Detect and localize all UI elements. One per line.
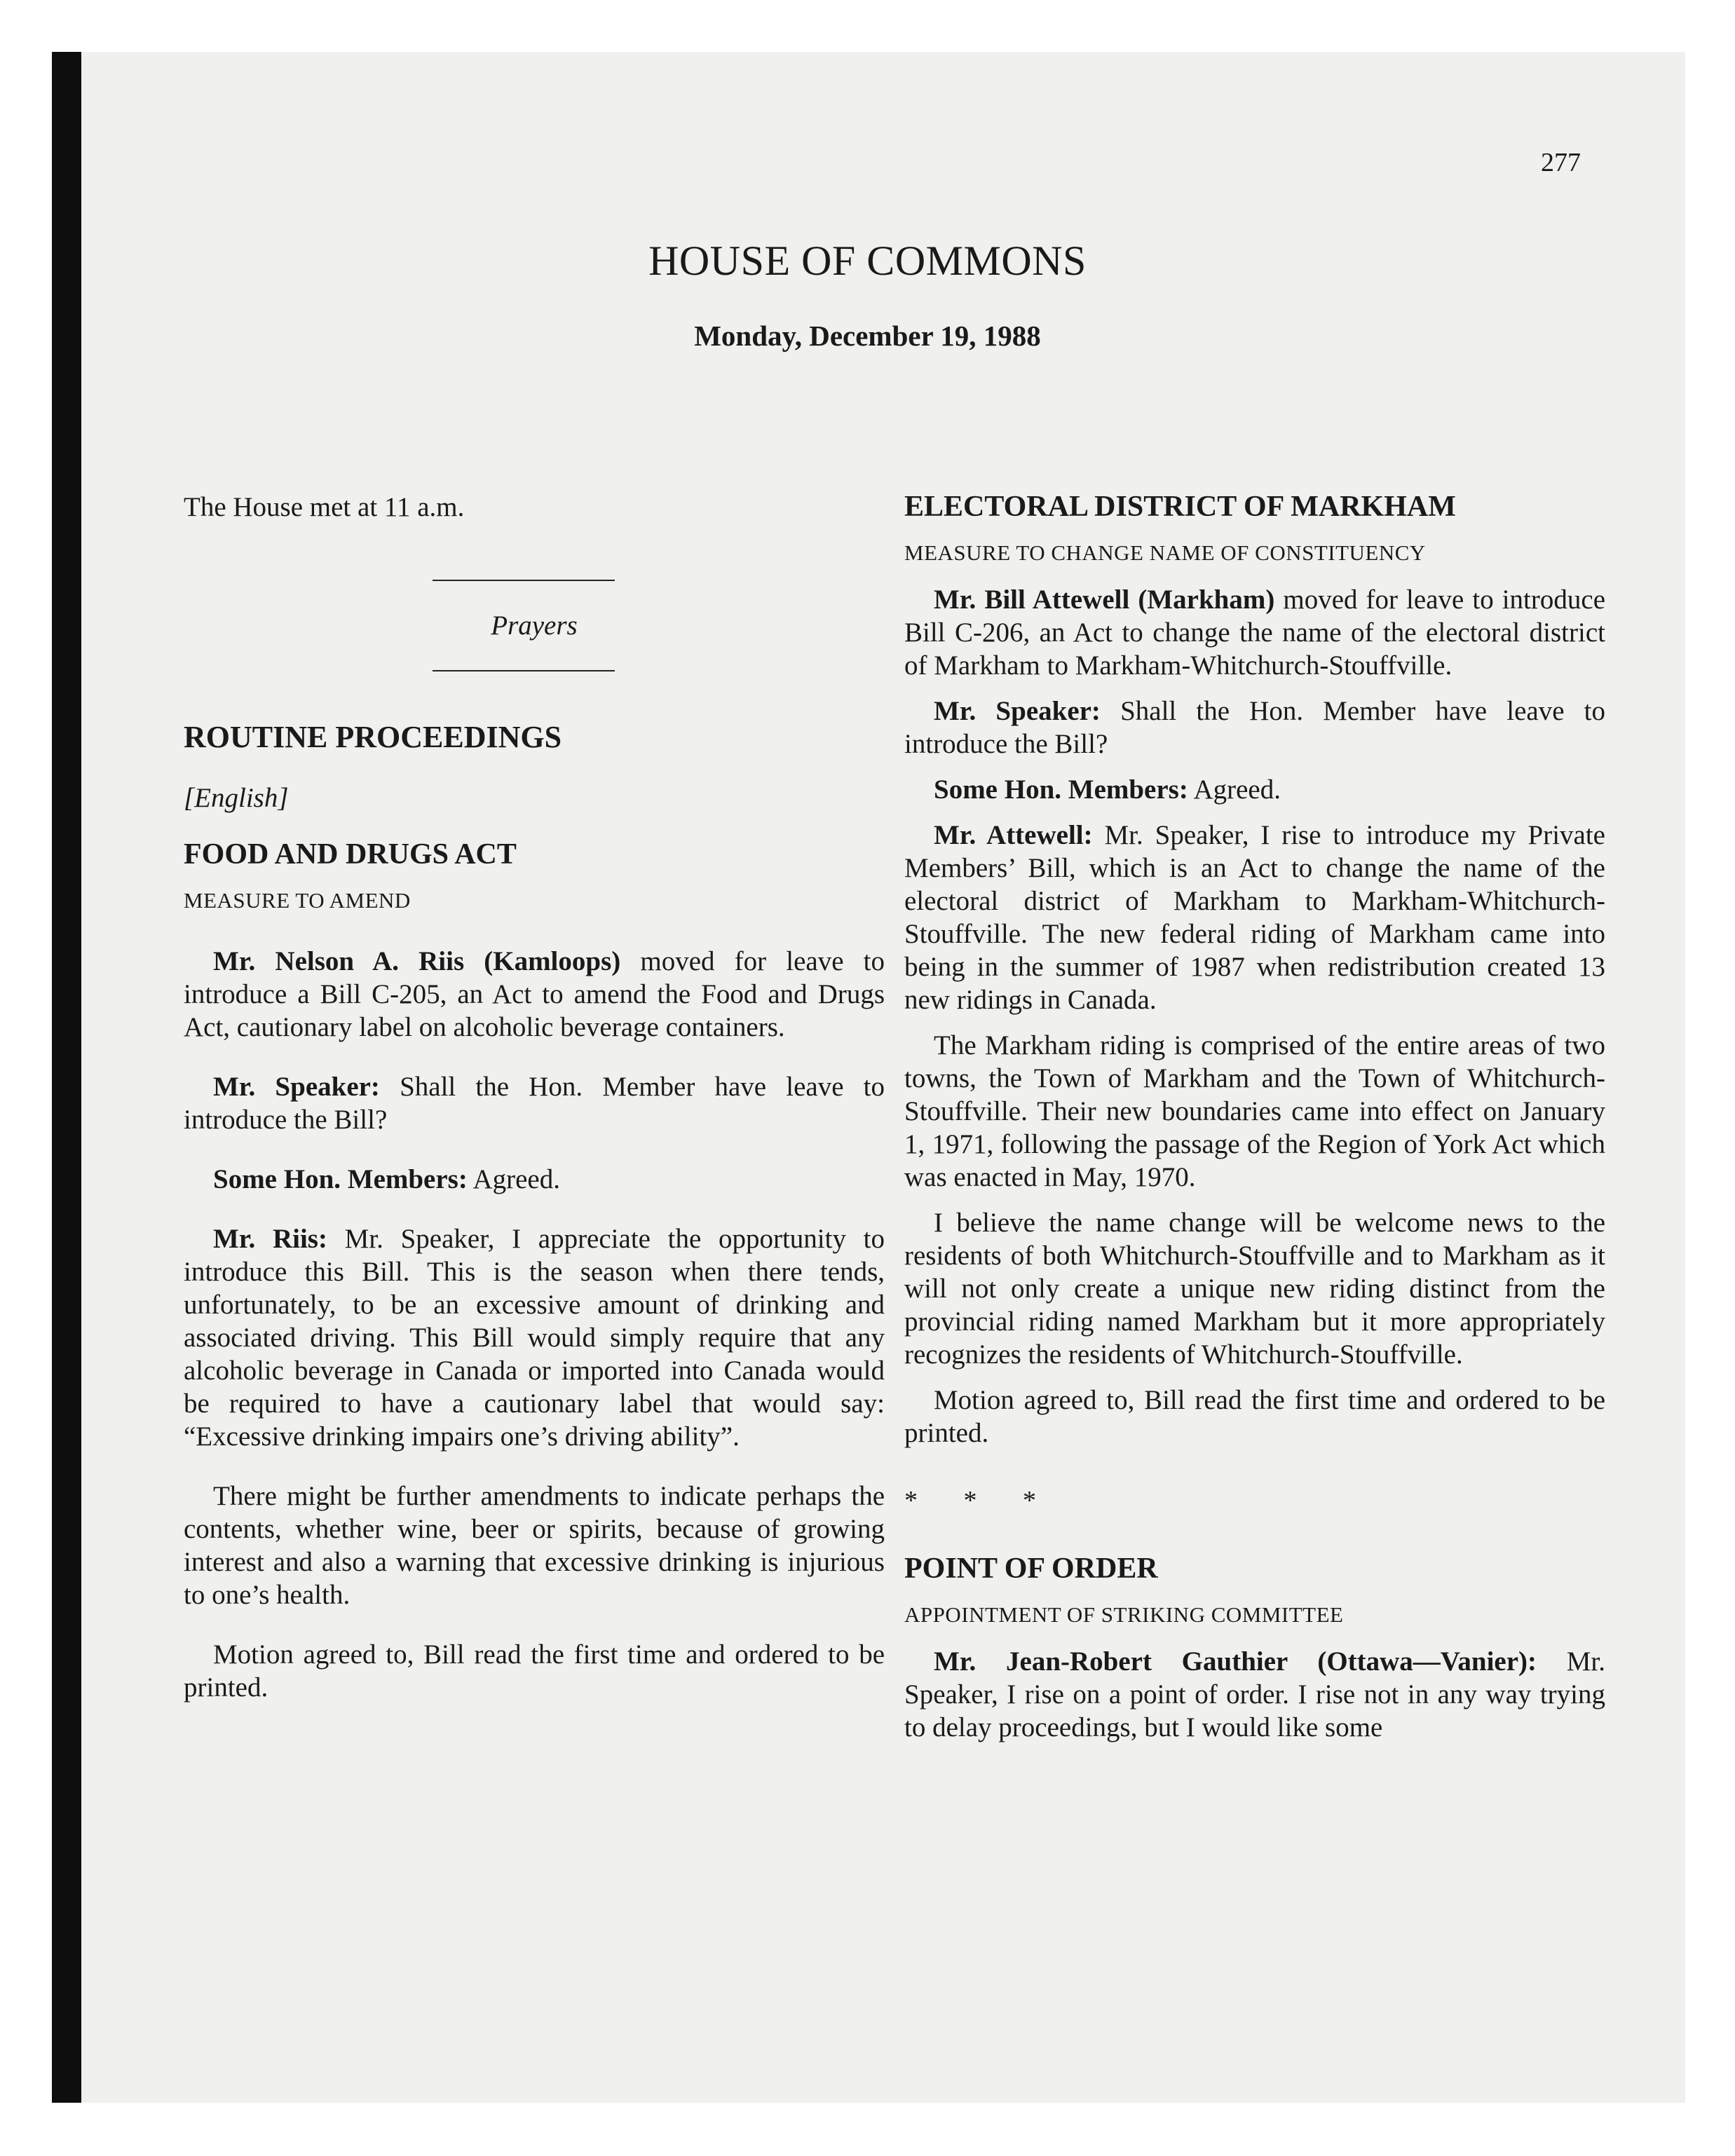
- food-drugs-subheading: MEASURE TO AMEND: [184, 888, 411, 913]
- opening-line: The House met at 11 a.m.: [184, 492, 465, 522]
- paragraph: Motion agreed to, Bill read the first time and ordered to be printed.: [904, 1385, 1605, 1448]
- paragraph: The Markham riding is comprised of the entire areas of two towns, the Town of Markham and the Town of Whitchurch-Stouffville. Their new boundaries came into effect on January 1, 1971, following the passage of the Region of York Act which was enacted in May, 1970.: [904, 1030, 1605, 1192]
- paragraph: Motion agreed to, Bill read the first time and ordered to be printed.: [184, 1639, 885, 1703]
- markham-subheading: MEASURE TO CHANGE NAME OF CONSTITUENCY: [904, 540, 1426, 565]
- speaker-name: Mr. Attewell:: [934, 820, 1093, 850]
- paragraph: Mr. Bill Attewell (Markham) moved for leave to introduce Bill C-206, an Act to change the name of the electoral district of Markham to Markham-Whitchurch-Stouffville.: [904, 585, 1606, 681]
- prayers-label: Prayers: [491, 610, 578, 641]
- paragraph: Mr. Speaker: Shall the Hon. Member have leave to introduce the Bill?: [184, 1072, 885, 1135]
- point-of-order-heading: POINT OF ORDER: [904, 1553, 1158, 1585]
- paragraph: I believe the name change will be welcome news to the residents of both Whitchurch-Stouffville and to Markham as it will not only create a unique new riding distinct from the provincial riding named Markham but it more appropriately recognizes the residents of Whitchurch-Stouffville.: [904, 1208, 1605, 1370]
- page-title: HOUSE OF COMMONS: [648, 238, 1087, 284]
- paragraph: Mr. Nelson A. Riis (Kamloops) moved for leave to introduce a Bill C-205, an Act to amend the Food and Drugs Act, cautionary label on alcoholic beverage containers.: [184, 946, 885, 1042]
- routine-proceedings-heading: ROUTINE PROCEEDINGS: [184, 720, 562, 754]
- paragraph: Mr. Speaker: Shall the Hon. Member have leave to introduce the Bill?: [904, 696, 1605, 759]
- markham-heading: ELECTORAL DISTRICT OF MARKHAM: [904, 491, 1456, 523]
- paragraph: Some Hon. Members: Agreed.: [934, 775, 1281, 805]
- paragraph: Some Hon. Members: Agreed.: [213, 1164, 560, 1194]
- left-column: [184, 491, 885, 1704]
- paragraph: Mr. Riis: Mr. Speaker, I appreciate the opportunity to introduce this Bill. This is the season when there tends, unfortunately, to be an excessive amount of drinking and associated driving. This Bill would simply require that any alcoholic beverage in Canada or imported into Canada would be required to have a cautionary label that would say: “Excessive drinking impairs one’s driving ability”.: [184, 1224, 885, 1452]
- speaker-name: Mr. Speaker:: [213, 1072, 380, 1102]
- section-separator: * * *: [904, 1486, 1056, 1515]
- speaker-name: Mr. Riis:: [213, 1224, 327, 1254]
- speaker-name: Mr. Bill Attewell (Markham): [934, 585, 1275, 615]
- paragraph: Mr. Attewell: Mr. Speaker, I rise to introduce my Private Members’ Bill, which is an Act to change the name of the electoral district of Markham to Markham-Whitchurch-Stouffville. The new federal riding of Markham came into being in the summer of 1987 when redistribution created 13 new ridings in Canada.: [904, 820, 1605, 1015]
- speaker-name: Some Hon. Members:: [213, 1164, 468, 1194]
- food-drugs-heading: FOOD AND DRUGS ACT: [184, 838, 517, 871]
- binding-edge: [52, 52, 81, 2103]
- page-number: 277: [1541, 148, 1581, 177]
- sitting-date: Monday, December 19, 1988: [694, 320, 1041, 352]
- speaker-name: Mr. Nelson A. Riis (Kamloops): [213, 946, 621, 976]
- paragraph: There might be further amendments to indicate perhaps the contents, whether wine, beer or spirits, because of growing interest and also a warning that excessive drinking is injurious to one’s health.: [184, 1481, 885, 1610]
- speaker-name: Mr. Speaker:: [934, 696, 1101, 726]
- speaker-name: Some Hon. Members:: [934, 775, 1188, 805]
- language-note: [English]: [184, 783, 289, 813]
- point-of-order-subheading: APPOINTMENT OF STRIKING COMMITTEE: [904, 1602, 1344, 1627]
- right-column: [904, 491, 1605, 1744]
- paragraph: Mr. Jean-Robert Gauthier (Ottawa—Vanier): Mr. Speaker, I rise on a point of order. I rise not in any way trying to delay proceedings, but I would like some: [904, 1646, 1605, 1742]
- speaker-name: Mr. Jean-Robert Gauthier (Ottawa—Vanier):: [934, 1646, 1537, 1677]
